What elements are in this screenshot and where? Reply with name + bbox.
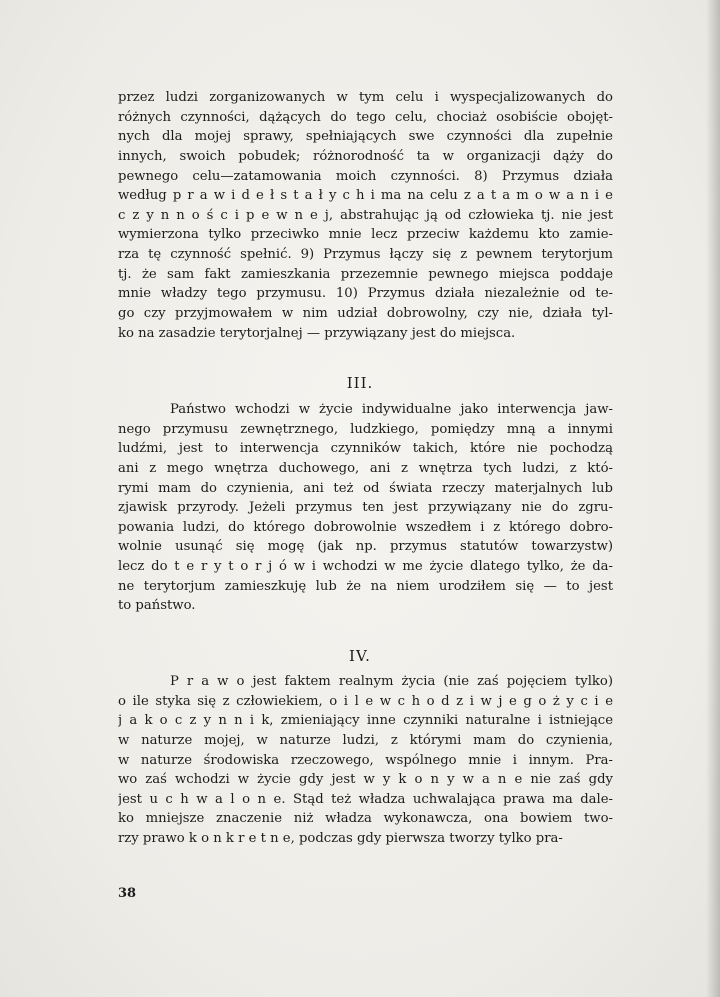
text-line: rzy prawo k o n k r e t n e, podczas gdy pierwsza tworzy tylko pra- xyxy=(118,831,563,847)
text-line: lecz do t e r y t o r j ó w i wchodzi w me życie dlatego tylko, że da- xyxy=(118,559,613,575)
text-line: przez ludzi zorganizowanych w tym celu i wyspecjalizowanych do xyxy=(118,90,613,105)
text-line: innych, swoich pobudek; różnorodność ta w organizacji dąży do xyxy=(118,148,613,164)
section-heading-3: III. xyxy=(346,374,374,392)
text-line: go czy przyjmowałem w nim udział dobrowolny, czy nie, działa tyl- xyxy=(118,306,613,322)
page-edge-shadow xyxy=(706,0,720,997)
text-line: wolnie usunąć się mogę (jak np. przymus statutów towarzystw) xyxy=(118,539,613,555)
text-line: ani z mego wnętrza duchowego, ani z wnętrza tych ludzi, z któ- xyxy=(118,460,613,476)
text-line: rymi mam do czynienia, ani też od świata rzeczy materjalnych lub xyxy=(118,480,613,496)
paragraph-section-4 xyxy=(118,672,613,849)
paragraph-continuation xyxy=(118,88,613,343)
text-line: pewnego celu—zatamowania moich czynności. 8) Przymus działa xyxy=(118,168,613,184)
text-line: c z y n n o ś c i p e w n e j, abstrahując ją od człowieka tj. nie jest xyxy=(118,207,613,223)
text-line: nych dla mojej sprawy, spełniających swe czynności dla zupełnie xyxy=(118,129,613,145)
text-line: mnie władzy tego przymusu. 10) Przymus działa niezależnie od te- xyxy=(118,286,613,302)
text-line: j a k o c z y n n i k, zmieniający inne czynniki naturalne i istniejące xyxy=(118,713,613,729)
text-line: ne terytorjum zamieszkuję lub że na niem urodziłem się — to jest xyxy=(118,578,613,594)
text-line: wo zaś wchodzi w życie gdy jest w y k o n y w a n e nie zaś gdy xyxy=(118,772,613,788)
text-line: według p r a w i d e ł s t a ł y c h i ma na celu z a t a m o w a n i e xyxy=(118,188,613,204)
text-line: w naturze środowiska rzeczowego, wspólnego mnie i innym. Pra- xyxy=(118,752,613,768)
text-line: nego przymusu zewnętrznego, ludzkiego, pomiędzy mną a innymi xyxy=(118,421,613,437)
text-line: powania ludzi, do którego dobrowolnie wszedłem i z którego dobro- xyxy=(118,519,613,535)
text-line: P r a w o jest faktem realnym życia (nie zaś pojęciem tylko) xyxy=(170,674,613,689)
text-line: to państwo. xyxy=(118,598,196,614)
text-line: ko mniejsze znaczenie niż władza wykonawcza, ona bowiem two- xyxy=(118,811,613,827)
text-line: rza tę czynność spełnić. 9) Przymus łączy się z pewnem terytorjum xyxy=(118,247,613,263)
text-line: ko na zasadzie terytorjalnej — przywiązany jest do miejsca. xyxy=(118,325,516,341)
text-line: zjawisk przyrody. Jeżeli przymus ten jest przywiązany nie do zgru- xyxy=(118,500,613,516)
text-line: wymierzona tylko przeciwko mnie lecz przeciw każdemu kto zamie- xyxy=(118,227,613,243)
text-line: jest u c h w a l o n e. Stąd też władza uchwalająca prawa ma dale- xyxy=(118,791,613,807)
text-line: różnych czynności, dążących do tego celu, chociaż osobiście obojęt- xyxy=(118,109,613,125)
section-heading-4: IV. xyxy=(349,647,371,665)
text-line: tj. że sam fakt zamieszkania przezemnie pewnego miejsca poddaje xyxy=(118,266,613,282)
text-line: w naturze mojej, w naturze ludzi, z którymi mam do czynienia, xyxy=(118,732,613,748)
paragraph-section-3 xyxy=(118,400,613,616)
page-number: 38 xyxy=(118,886,137,901)
text-line: o ile styka się z człowiekiem, o i l e w c h o d z i w j e g o ż y c i e xyxy=(118,693,613,709)
text-line: Państwo wchodzi w życie indywidualne jako interwencja jaw- xyxy=(170,402,613,417)
text-line: ludźmi, jest to interwencja czynników takich, które nie pochodzą xyxy=(118,441,613,457)
